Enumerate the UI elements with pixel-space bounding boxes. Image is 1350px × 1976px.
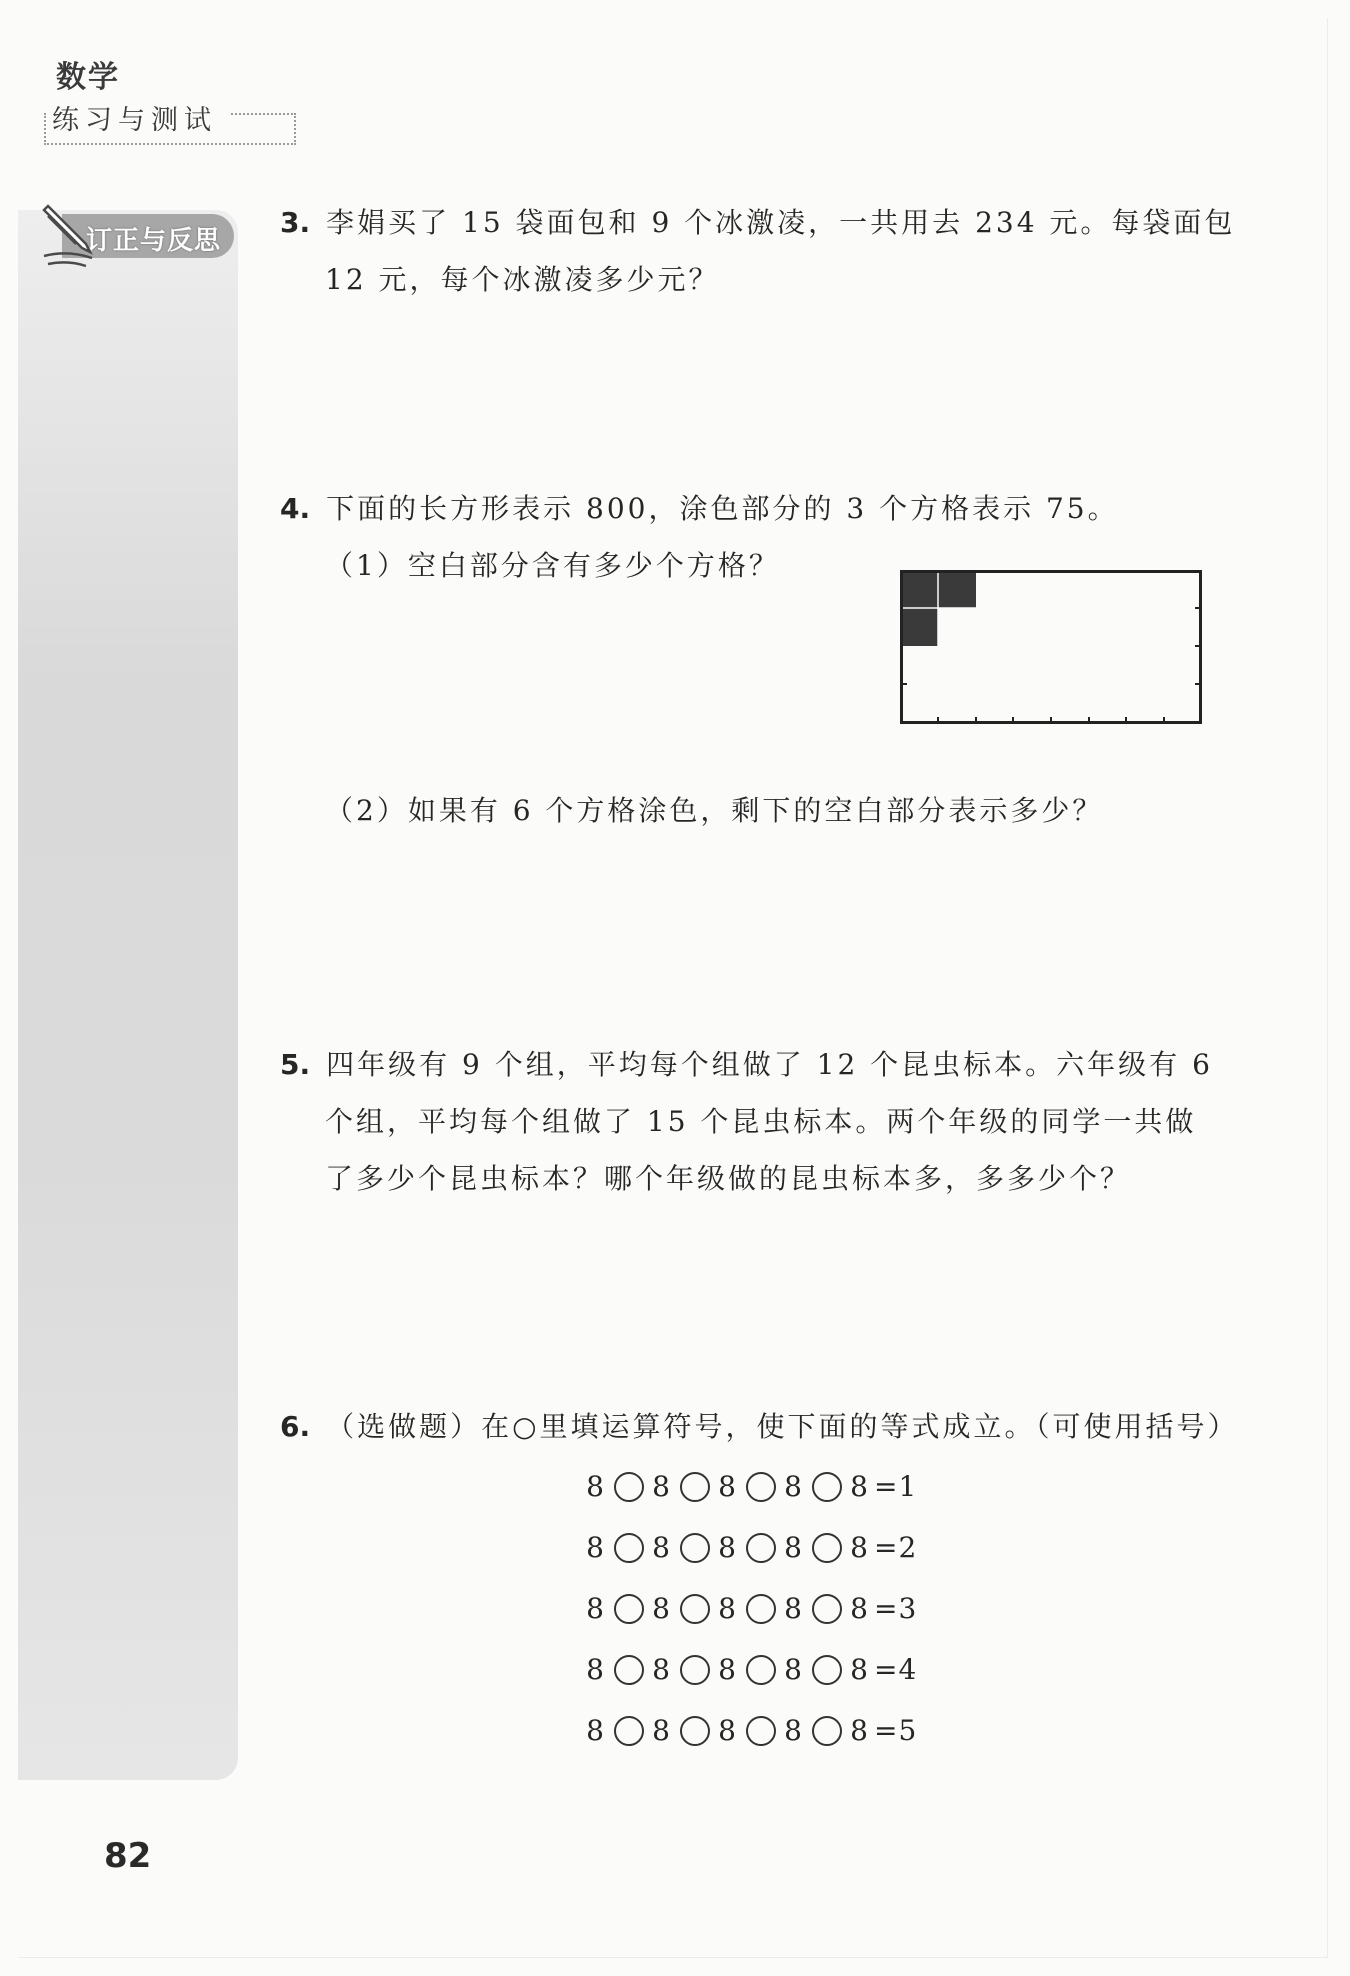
problem-text: 个组，平均每个组做了 15 个昆虫标本。两个年级的同学一共做 (325, 1105, 1197, 1138)
book-title: 练习与测试 (52, 105, 217, 136)
blank-circle[interactable] (680, 1594, 710, 1624)
shaded-cell (900, 608, 938, 646)
sub-question-2: （2）如果有 6 个方格涂色，剩下的空白部分表示多少？ (325, 794, 1104, 827)
blank-circle[interactable] (746, 1533, 776, 1563)
blank-circle[interactable] (746, 1655, 776, 1685)
blank-circle[interactable] (812, 1655, 842, 1685)
equation-result: =3 (874, 1592, 918, 1625)
equation-row: 8 8 8 8 8 =4 (586, 1653, 918, 1686)
blank-circle[interactable] (746, 1594, 776, 1624)
blank-circle[interactable] (746, 1472, 776, 1502)
equation-result: =4 (874, 1653, 918, 1686)
problem-text: 李娟买了 15 袋面包和 9 个冰激凌，一共用去 234 元。每袋面包 (326, 206, 1236, 239)
sub-question-2-wrap (325, 782, 1103, 839)
blank-circle[interactable] (812, 1472, 842, 1502)
blank-circle[interactable] (812, 1594, 842, 1624)
rectangle-figure (900, 570, 1202, 724)
blank-circle[interactable] (614, 1594, 644, 1624)
equation-row: 8 8 8 8 8 =1 (586, 1470, 918, 1503)
blank-circle[interactable] (746, 1716, 776, 1746)
equation-row: 8 8 8 8 8 =2 (586, 1531, 918, 1564)
sidebar-tag-label: 订正与反思 (86, 226, 222, 256)
blank-circle[interactable] (812, 1533, 842, 1563)
blank-circle[interactable] (680, 1533, 710, 1563)
blank-circle[interactable] (812, 1716, 842, 1746)
subject-title: 数学 (56, 60, 120, 95)
blank-circle[interactable] (680, 1716, 710, 1746)
equation-list (584, 1456, 917, 1761)
blank-circle[interactable] (614, 1716, 644, 1746)
equation-result: =1 (874, 1470, 918, 1503)
page-number: 82 (104, 1836, 152, 1876)
problem-number: 5. (280, 1048, 311, 1081)
problem-text: 四年级有 9 个组，平均每个组做了 12 个昆虫标本。六年级有 6 (326, 1048, 1213, 1081)
problem-number: 4. (280, 492, 311, 525)
pencil-icon (38, 204, 108, 274)
blank-circle[interactable] (614, 1472, 644, 1502)
blank-circle[interactable] (680, 1472, 710, 1502)
equation-row: 8 8 8 8 8 =3 (586, 1592, 918, 1625)
blank-circle[interactable] (680, 1655, 710, 1685)
tick-marks (902, 608, 1200, 722)
equation-row: 8 8 8 8 8 =5 (586, 1714, 918, 1747)
blank-circle[interactable] (614, 1533, 644, 1563)
shaded-cell (938, 570, 976, 608)
problem-text: 12 元，每个冰激凌多少元？ (325, 263, 720, 296)
blank-circle[interactable] (614, 1655, 644, 1685)
problem-text: （选做题）在○里填运算符号，使下面的等式成立。（可使用括号） (326, 1410, 1239, 1443)
problem-5 (280, 1036, 1213, 1207)
problem-3 (280, 194, 1235, 308)
problem-text: 了多少个昆虫标本？哪个年级做的昆虫标本多，多多少个？ (325, 1162, 1132, 1195)
equation-result: =5 (874, 1714, 918, 1747)
correction-sidebar (18, 210, 238, 1780)
sub-question-1: （1）空白部分含有多少个方格？ (325, 549, 780, 582)
problem-number: 6. (280, 1410, 311, 1443)
problem-text: 下面的长方形表示 800，涂色部分的 3 个方格表示 75。 (326, 492, 1119, 525)
problem-number: 3. (280, 206, 311, 239)
shaded-cell (900, 570, 938, 608)
equation-result: =2 (874, 1531, 918, 1564)
problem-6 (280, 1398, 1239, 1455)
